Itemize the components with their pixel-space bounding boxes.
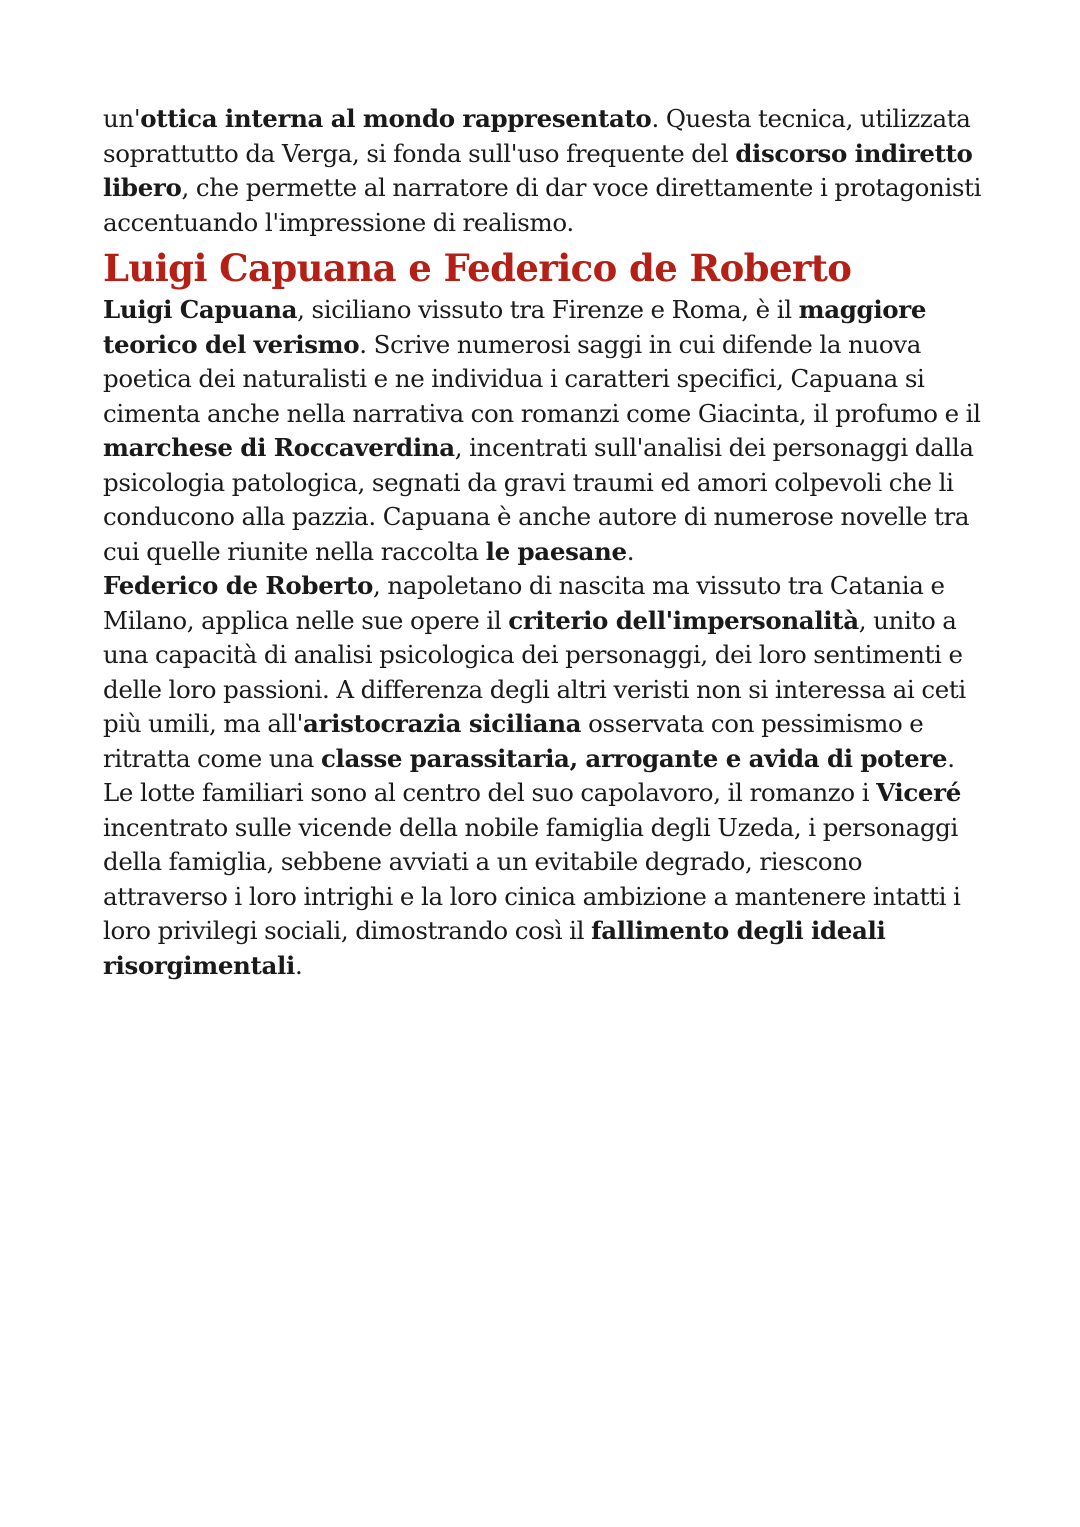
- capuana-bold-1: Luigi Capuana: [103, 295, 298, 324]
- deroberto-bold-5: Viceré: [876, 778, 961, 807]
- capuana-text-4: .: [626, 536, 635, 566]
- deroberto-bold-6: fallimento degli ideali risorgimentali: [103, 916, 886, 980]
- section-heading: Luigi Capuana e Federico de Roberto: [103, 246, 852, 290]
- intro-text-3: , che permette al narratore di dar voce direttamente i protagonisti accentuando l'impressione di realismo.: [103, 173, 982, 237]
- capuana-paragraph: [103, 293, 983, 569]
- intro-bold-2: discorso indiretto libero: [103, 138, 973, 202]
- deroberto-text-4: . Le lotte familiari sono al centro del suo capolavoro, il romanzo i: [103, 743, 955, 807]
- deroberto-paragraph: [103, 569, 983, 983]
- deroberto-text-6: .: [294, 950, 303, 980]
- capuana-bold-2: maggiore teorico del verismo: [103, 295, 927, 359]
- intro-text-2: . Questa tecnica, utilizzata soprattutto da Verga, si fonda sull'uso frequente del: [103, 104, 971, 168]
- capuana-text-2: . Scrive numerosi saggi in cui difende la nuova poetica dei naturalisti e ne individua i caratteri specifici, Capuana si cimenta anche nella narrativa con romanzi come Giacinta, il profumo e il: [103, 329, 981, 428]
- intro-paragraph: [103, 102, 983, 240]
- capuana-bold-4: le paesane: [485, 536, 627, 566]
- deroberto-bold-3: aristocrazia siciliana: [303, 709, 582, 738]
- capuana-text-3: , incentrati sull'analisi dei personaggi dalla psicologia patologica, segnati da gravi traumi ed amori colpevoli che li conducono alla pazzia. Capuana è anche autore di numerose novelle tra cui quelle riunite nella raccolta: [103, 433, 974, 566]
- deroberto-bold-1: Federico de Roberto: [103, 571, 373, 600]
- capuana-text-1: , siciliano vissuto tra Firenze e Roma, è il: [297, 295, 799, 324]
- deroberto-text-2: , unito a una capacità di analisi psicologica dei personaggi, dei loro sentimenti e delle loro passioni. A differenza degli altri veristi non si interessa ai ceti più umili, ma all': [103, 605, 966, 738]
- deroberto-bold-4: classe parassitaria, arrogante e avida di potere: [320, 743, 948, 773]
- deroberto-text-3: osservata con pessimismo e ritratta come una: [103, 709, 924, 773]
- intro-bold-1: ottica interna al mondo rappresentato: [140, 104, 652, 133]
- document-page: [103, 102, 983, 983]
- intro-text-1: un': [103, 104, 141, 133]
- deroberto-text-1: , napoletano di nascita ma vissuto tra Catania e Milano, applica nelle sue opere il: [103, 571, 945, 635]
- deroberto-text-5: incentrato sulle vicende della nobile famiglia degli Uzeda, i personaggi della famiglia, sebbene avviati a un evitabile degrado, riescono attraverso i loro intrighi e la loro cinica ambizione a mantenere intatti i loro privilegi sociali, dimostrando così il: [103, 812, 961, 945]
- deroberto-bold-2: criterio dell'impersonalità: [508, 605, 859, 635]
- capuana-bold-3: marchese di Roccaverdina: [103, 433, 455, 462]
